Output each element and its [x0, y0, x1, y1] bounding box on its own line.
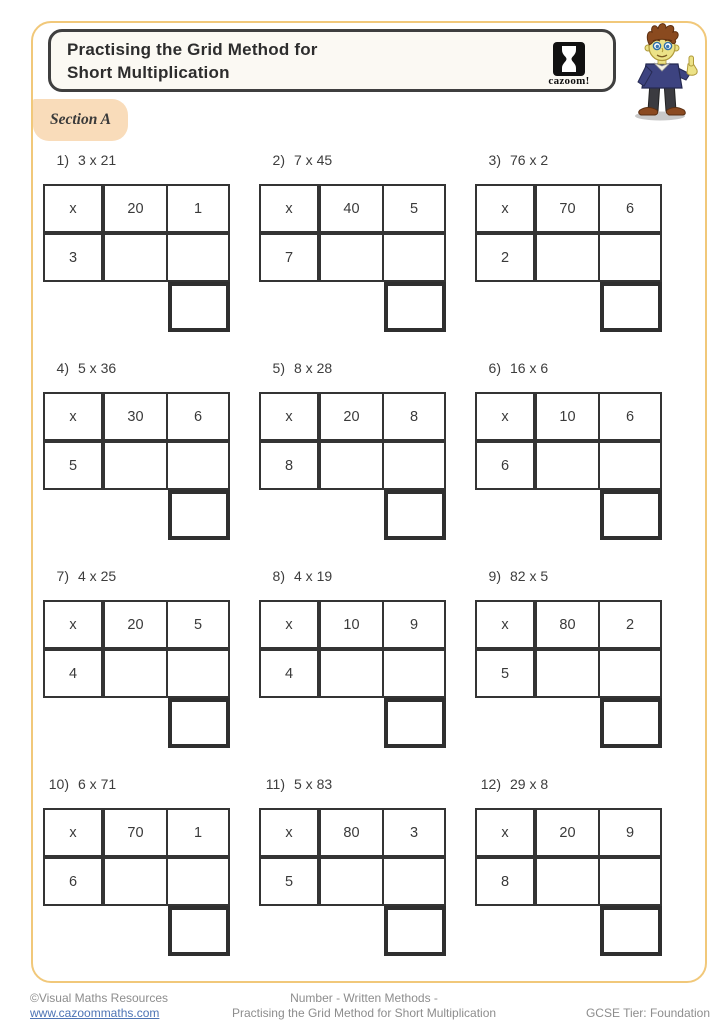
footer-topic-line: Number - Written Methods -	[290, 991, 438, 1005]
grid-method-table	[475, 184, 662, 282]
problem-expression: 7 x 45	[294, 152, 333, 168]
partial-product-ones-cell[interactable]	[384, 859, 444, 904]
problem-block	[43, 152, 230, 332]
problem-expression: 16 x 6	[510, 360, 549, 376]
tens-header-cell: 10	[537, 394, 600, 443]
multiplier-cell: 5	[477, 651, 537, 696]
problem-label	[259, 360, 446, 380]
problem-block	[259, 776, 446, 956]
partial-product-tens-cell[interactable]	[105, 235, 168, 280]
problem-number: 10)	[48, 776, 69, 792]
problem-expression: 29 x 8	[510, 776, 549, 792]
operator-cell: x	[261, 810, 321, 859]
partial-product-tens-cell[interactable]	[537, 859, 600, 904]
grid-method-table	[259, 392, 446, 490]
problem-number: 6)	[488, 360, 501, 376]
problem-number: 1)	[56, 152, 69, 168]
multiplier-cell: 4	[45, 651, 105, 696]
problem-label	[43, 360, 230, 380]
cazoom-logo	[541, 36, 597, 92]
ones-header-cell: 6	[600, 394, 660, 443]
copyright-text: ©Visual Maths Resources	[30, 991, 169, 1005]
multiplier-cell: 7	[261, 235, 321, 280]
gcse-tier-label: GCSE Tier: Foundation	[585, 1006, 710, 1020]
cazoom-hourglass-icon	[553, 42, 585, 76]
tens-header-cell: 40	[321, 186, 384, 235]
operator-cell: x	[477, 810, 537, 859]
partial-product-ones-cell[interactable]	[384, 235, 444, 280]
multiplier-cell: 8	[477, 859, 537, 904]
problem-label	[259, 152, 446, 172]
problems-grid	[43, 152, 662, 956]
operator-cell: x	[477, 602, 537, 651]
title-line-1: Practising the Grid Method for	[67, 39, 318, 59]
problem-block	[259, 360, 446, 540]
problem-label	[43, 776, 230, 796]
ones-header-cell: 5	[168, 602, 228, 651]
answer-box[interactable]	[384, 490, 446, 540]
problem-expression: 76 x 2	[510, 152, 549, 168]
tens-header-cell: 70	[537, 186, 600, 235]
operator-cell: x	[477, 186, 537, 235]
operator-cell: x	[45, 394, 105, 443]
operator-cell: x	[477, 394, 537, 443]
problem-label	[259, 568, 446, 588]
partial-product-ones-cell[interactable]	[384, 651, 444, 696]
footer	[0, 991, 728, 1029]
grid-method-table	[475, 808, 662, 906]
problem-expression: 8 x 28	[294, 360, 333, 376]
problem-number: 4)	[56, 360, 69, 376]
tens-header-cell: 30	[105, 394, 168, 443]
problem-block	[475, 568, 662, 748]
ones-header-cell: 3	[384, 810, 444, 859]
problem-expression: 4 x 25	[78, 568, 117, 584]
partial-product-tens-cell[interactable]	[105, 443, 168, 488]
problem-block	[475, 152, 662, 332]
problem-expression: 3 x 21	[78, 152, 117, 168]
grid-method-table	[43, 600, 230, 698]
footer-center	[232, 991, 496, 1021]
problem-number: 3)	[488, 152, 501, 168]
tens-header-cell: 20	[321, 394, 384, 443]
problem-expression: 82 x 5	[510, 568, 549, 584]
problem-expression: 5 x 36	[78, 360, 117, 376]
multiplier-cell: 6	[477, 443, 537, 488]
ones-header-cell: 2	[600, 602, 660, 651]
section-a-badge	[33, 99, 128, 141]
answer-box[interactable]	[600, 490, 662, 540]
partial-product-tens-cell[interactable]	[321, 859, 384, 904]
multiplier-cell: 4	[261, 651, 321, 696]
tens-header-cell: 70	[105, 810, 168, 859]
multiplier-cell: 5	[261, 859, 321, 904]
answer-box[interactable]	[384, 906, 446, 956]
grid-method-table	[259, 600, 446, 698]
worksheet-title	[51, 38, 318, 84]
answer-box[interactable]	[168, 906, 230, 956]
problem-block	[475, 360, 662, 540]
partial-product-ones-cell[interactable]	[168, 859, 228, 904]
problem-block	[475, 776, 662, 956]
problem-block	[43, 568, 230, 748]
partial-product-ones-cell[interactable]	[600, 651, 660, 696]
problem-expression: 5 x 83	[294, 776, 333, 792]
problem-label	[475, 152, 662, 172]
tens-header-cell: 10	[321, 602, 384, 651]
partial-product-tens-cell[interactable]	[537, 651, 600, 696]
cazoommaths-link[interactable]: www.cazoommaths.com	[30, 1006, 160, 1020]
multiplier-cell: 3	[45, 235, 105, 280]
footer-left	[30, 991, 168, 1021]
title-box	[48, 29, 616, 92]
cazoom-logo-text: cazoom!	[548, 74, 590, 87]
operator-cell: x	[45, 186, 105, 235]
problem-block	[43, 776, 230, 956]
multiplier-cell: 5	[45, 443, 105, 488]
answer-box[interactable]	[600, 698, 662, 748]
partial-product-ones-cell[interactable]	[168, 651, 228, 696]
partial-product-ones-cell[interactable]	[168, 235, 228, 280]
partial-product-ones-cell[interactable]	[168, 443, 228, 488]
grid-method-table	[259, 808, 446, 906]
grid-method-table	[43, 184, 230, 282]
ones-header-cell: 1	[168, 186, 228, 235]
tens-header-cell: 20	[105, 186, 168, 235]
operator-cell: x	[45, 810, 105, 859]
multiplier-cell: 2	[477, 235, 537, 280]
problem-block	[259, 568, 446, 748]
partial-product-tens-cell[interactable]	[105, 859, 168, 904]
problem-block	[43, 360, 230, 540]
operator-cell: x	[261, 394, 321, 443]
grid-method-table	[43, 808, 230, 906]
problem-number: 7)	[56, 568, 69, 584]
partial-product-tens-cell[interactable]	[537, 443, 600, 488]
partial-product-tens-cell[interactable]	[321, 651, 384, 696]
tens-header-cell: 80	[321, 810, 384, 859]
problem-label	[475, 360, 662, 380]
footer-worksheet-line: Practising the Grid Method for Short Multiplication	[231, 1006, 497, 1020]
partial-product-ones-cell[interactable]	[600, 443, 660, 488]
problem-label	[475, 568, 662, 588]
ones-header-cell: 6	[168, 394, 228, 443]
answer-box[interactable]	[600, 906, 662, 956]
tens-header-cell: 20	[105, 602, 168, 651]
partial-product-tens-cell[interactable]	[105, 651, 168, 696]
grid-method-table	[43, 392, 230, 490]
operator-cell: x	[261, 186, 321, 235]
ones-header-cell: 9	[600, 810, 660, 859]
multiplier-cell: 8	[261, 443, 321, 488]
problem-expression: 6 x 71	[78, 776, 117, 792]
ones-header-cell: 8	[384, 394, 444, 443]
problem-number: 12)	[480, 776, 501, 792]
grid-method-table	[475, 392, 662, 490]
tens-header-cell: 20	[537, 810, 600, 859]
operator-cell: x	[45, 602, 105, 651]
problem-number: 9)	[488, 568, 501, 584]
problem-label	[43, 568, 230, 588]
multiplier-cell: 6	[45, 859, 105, 904]
problem-number: 11)	[265, 776, 285, 792]
tens-header-cell: 80	[537, 602, 600, 651]
answer-box[interactable]	[600, 282, 662, 332]
partial-product-ones-cell[interactable]	[384, 443, 444, 488]
grid-method-table	[259, 184, 446, 282]
answer-box[interactable]	[384, 698, 446, 748]
operator-cell: x	[261, 602, 321, 651]
cartoon-boy-thumbs-up-icon	[616, 22, 708, 122]
partial-product-tens-cell[interactable]	[537, 235, 600, 280]
ones-header-cell: 1	[168, 810, 228, 859]
problem-block	[259, 152, 446, 332]
section-a-label: Section A	[49, 111, 111, 128]
partial-product-ones-cell[interactable]	[600, 235, 660, 280]
problem-label	[43, 152, 230, 172]
ones-header-cell: 5	[384, 186, 444, 235]
problem-number: 8)	[272, 568, 285, 584]
answer-box[interactable]	[168, 698, 230, 748]
partial-product-tens-cell[interactable]	[321, 235, 384, 280]
answer-box[interactable]	[168, 490, 230, 540]
grid-method-table	[475, 600, 662, 698]
answer-box[interactable]	[384, 282, 446, 332]
problem-number: 2)	[272, 152, 285, 168]
problem-label	[259, 776, 446, 796]
problem-label	[475, 776, 662, 796]
problem-number: 5)	[272, 360, 285, 376]
partial-product-tens-cell[interactable]	[321, 443, 384, 488]
problem-expression: 4 x 19	[294, 568, 333, 584]
title-line-2: Short Multiplication	[67, 62, 230, 82]
partial-product-ones-cell[interactable]	[600, 859, 660, 904]
answer-box[interactable]	[168, 282, 230, 332]
ones-header-cell: 6	[600, 186, 660, 235]
ones-header-cell: 9	[384, 602, 444, 651]
